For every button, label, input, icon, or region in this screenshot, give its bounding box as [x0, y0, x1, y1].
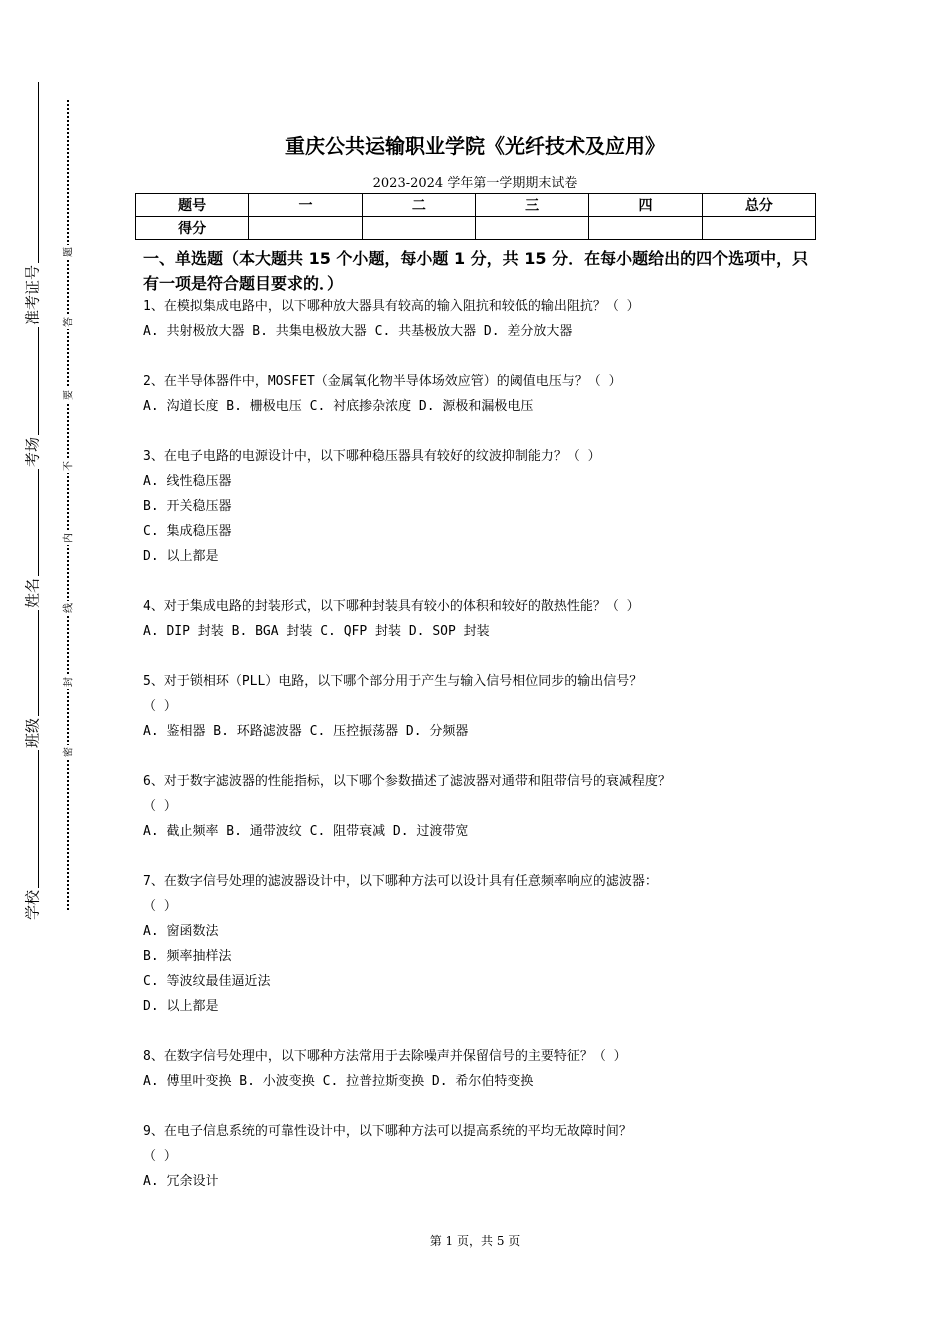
score-table — [135, 193, 816, 240]
question-item — [143, 869, 823, 1019]
question-line: B. 频率抽样法 — [143, 949, 232, 964]
seal-word: 密 — [60, 745, 75, 759]
seal-dotted-line — [67, 100, 69, 910]
question-stem: 4、对于集成电路的封装形式，以下哪种封装具有较小的体积和较好的散热性能？（ ） — [143, 599, 640, 614]
question-line: A. 窗函数法 — [143, 924, 219, 939]
question-stem: 2、在半导体器件中，MOSFET（金属氧化物半导体场效应管）的阈值电压与？（ ） — [143, 374, 622, 389]
question-stem: 8、在数字信号处理中，以下哪种方法常用于去除噪声并保留信号的主要特征？（ ） — [143, 1049, 627, 1064]
score-header-cell: 一 — [249, 194, 362, 217]
question-line: B. 开关稳压器 — [143, 499, 232, 514]
question-stem: 9、在电子信息系统的可靠性设计中，以下哪种方法可以提高系统的平均无故障时间？ — [143, 1124, 632, 1139]
question-item — [143, 1044, 823, 1094]
seal-word: 封 — [60, 675, 75, 689]
score-cell — [702, 217, 815, 240]
exam-subtitle: 2023-2024 学年第一学期期末试卷 — [372, 176, 578, 191]
question-item — [143, 444, 823, 569]
score-header-cell: 总分 — [702, 194, 815, 217]
question-item — [143, 1119, 823, 1194]
question-stem: 5、对于锁相环（PLL）电路，以下哪个部分用于产生与输入信号相位同步的输出信号？ — [143, 674, 643, 689]
question-line: C. 集成稳压器 — [143, 524, 232, 539]
question-item — [143, 769, 823, 844]
seal-word: 线 — [60, 601, 75, 615]
seal-word: 答 — [60, 315, 75, 329]
question-line: C. 等波纹最佳逼近法 — [143, 974, 271, 989]
question-stem: 7、在数字信号处理的滤波器设计中，以下哪种方法可以设计具有任意频率响应的滤波器： — [143, 874, 658, 889]
question-item — [143, 669, 823, 744]
score-row-label: 得分 — [136, 217, 249, 240]
exam-room-label: 考场 — [23, 436, 42, 468]
question-line: A. 鉴相器 B. 环路滤波器 C. 压控振荡器 D. 分频器 — [143, 724, 469, 739]
section-heading: 一、单选题（本大题共 15 个小题，每小题 1 分，共 15 分．在每小题给出的四个选项中，只有一项是符合题目要求的．） — [143, 249, 809, 293]
question-item — [143, 369, 823, 419]
seal-word: 内 — [60, 531, 75, 545]
question-line: A. DIP 封装 B. BGA 封装 C. QFP 封装 D. SOP 封装 — [143, 624, 490, 639]
student-name-label: 姓名 — [23, 577, 42, 609]
seal-word: 不 — [60, 459, 75, 473]
class-label: 班级 — [23, 717, 42, 749]
question-line: A. 沟道长度 B. 栅极电压 C. 衬底掺杂浓度 D. 源极和漏极电压 — [143, 399, 534, 414]
exam-id-label: 准考证号 — [23, 264, 42, 326]
question-line: A. 截止频率 B. 通带波纹 C. 阻带衰减 D. 过渡带宽 — [143, 824, 469, 839]
score-cell — [362, 217, 475, 240]
score-cell — [249, 217, 362, 240]
question-line: （ ） — [143, 899, 177, 914]
school-label: 学校 — [23, 889, 42, 921]
question-line: D. 以上都是 — [143, 999, 219, 1014]
exam-title: 重庆公共运输职业学院《光纤技术及应用》 — [285, 134, 665, 158]
score-header-cell: 四 — [589, 194, 702, 217]
score-header-cell: 二 — [362, 194, 475, 217]
score-table-header-row — [136, 194, 816, 217]
question-line: （ ） — [143, 1149, 177, 1164]
seal-word: 要 — [60, 388, 75, 402]
question-stem: 3、在电子电路的电源设计中，以下哪种稳压器具有较好的纹波抑制能力？（ ） — [143, 449, 601, 464]
question-line: A. 线性稳压器 — [143, 474, 232, 489]
question-line: （ ） — [143, 799, 177, 814]
question-line: A. 共射极放大器 B. 共集电极放大器 C. 共基极放大器 D. 差分放大器 — [143, 324, 573, 339]
page-footer: 第 1 页，共 5 页 — [429, 1234, 521, 1248]
question-item — [143, 594, 823, 644]
score-header-cell: 三 — [475, 194, 588, 217]
question-item — [143, 294, 823, 344]
question-stem: 1、在模拟集成电路中，以下哪种放大器具有较高的输入阻抗和较低的输出阻抗？（ ） — [143, 299, 640, 314]
question-line: A. 傅里叶变换 B. 小波变换 C. 拉普拉斯变换 D. 希尔伯特变换 — [143, 1074, 534, 1089]
question-line: （ ） — [143, 699, 177, 714]
binding-line — [38, 82, 39, 922]
question-line: A. 冗余设计 — [143, 1174, 219, 1189]
score-cell — [475, 217, 588, 240]
seal-word: 题 — [60, 245, 75, 259]
score-table-score-row — [136, 217, 816, 240]
question-line: D. 以上都是 — [143, 549, 219, 564]
question-list — [143, 294, 823, 1219]
score-cell — [589, 217, 702, 240]
score-header-cell: 题号 — [136, 194, 249, 217]
question-stem: 6、对于数字滤波器的性能指标，以下哪个参数描述了滤波器对通带和阻带信号的衰减程度？ — [143, 774, 671, 789]
